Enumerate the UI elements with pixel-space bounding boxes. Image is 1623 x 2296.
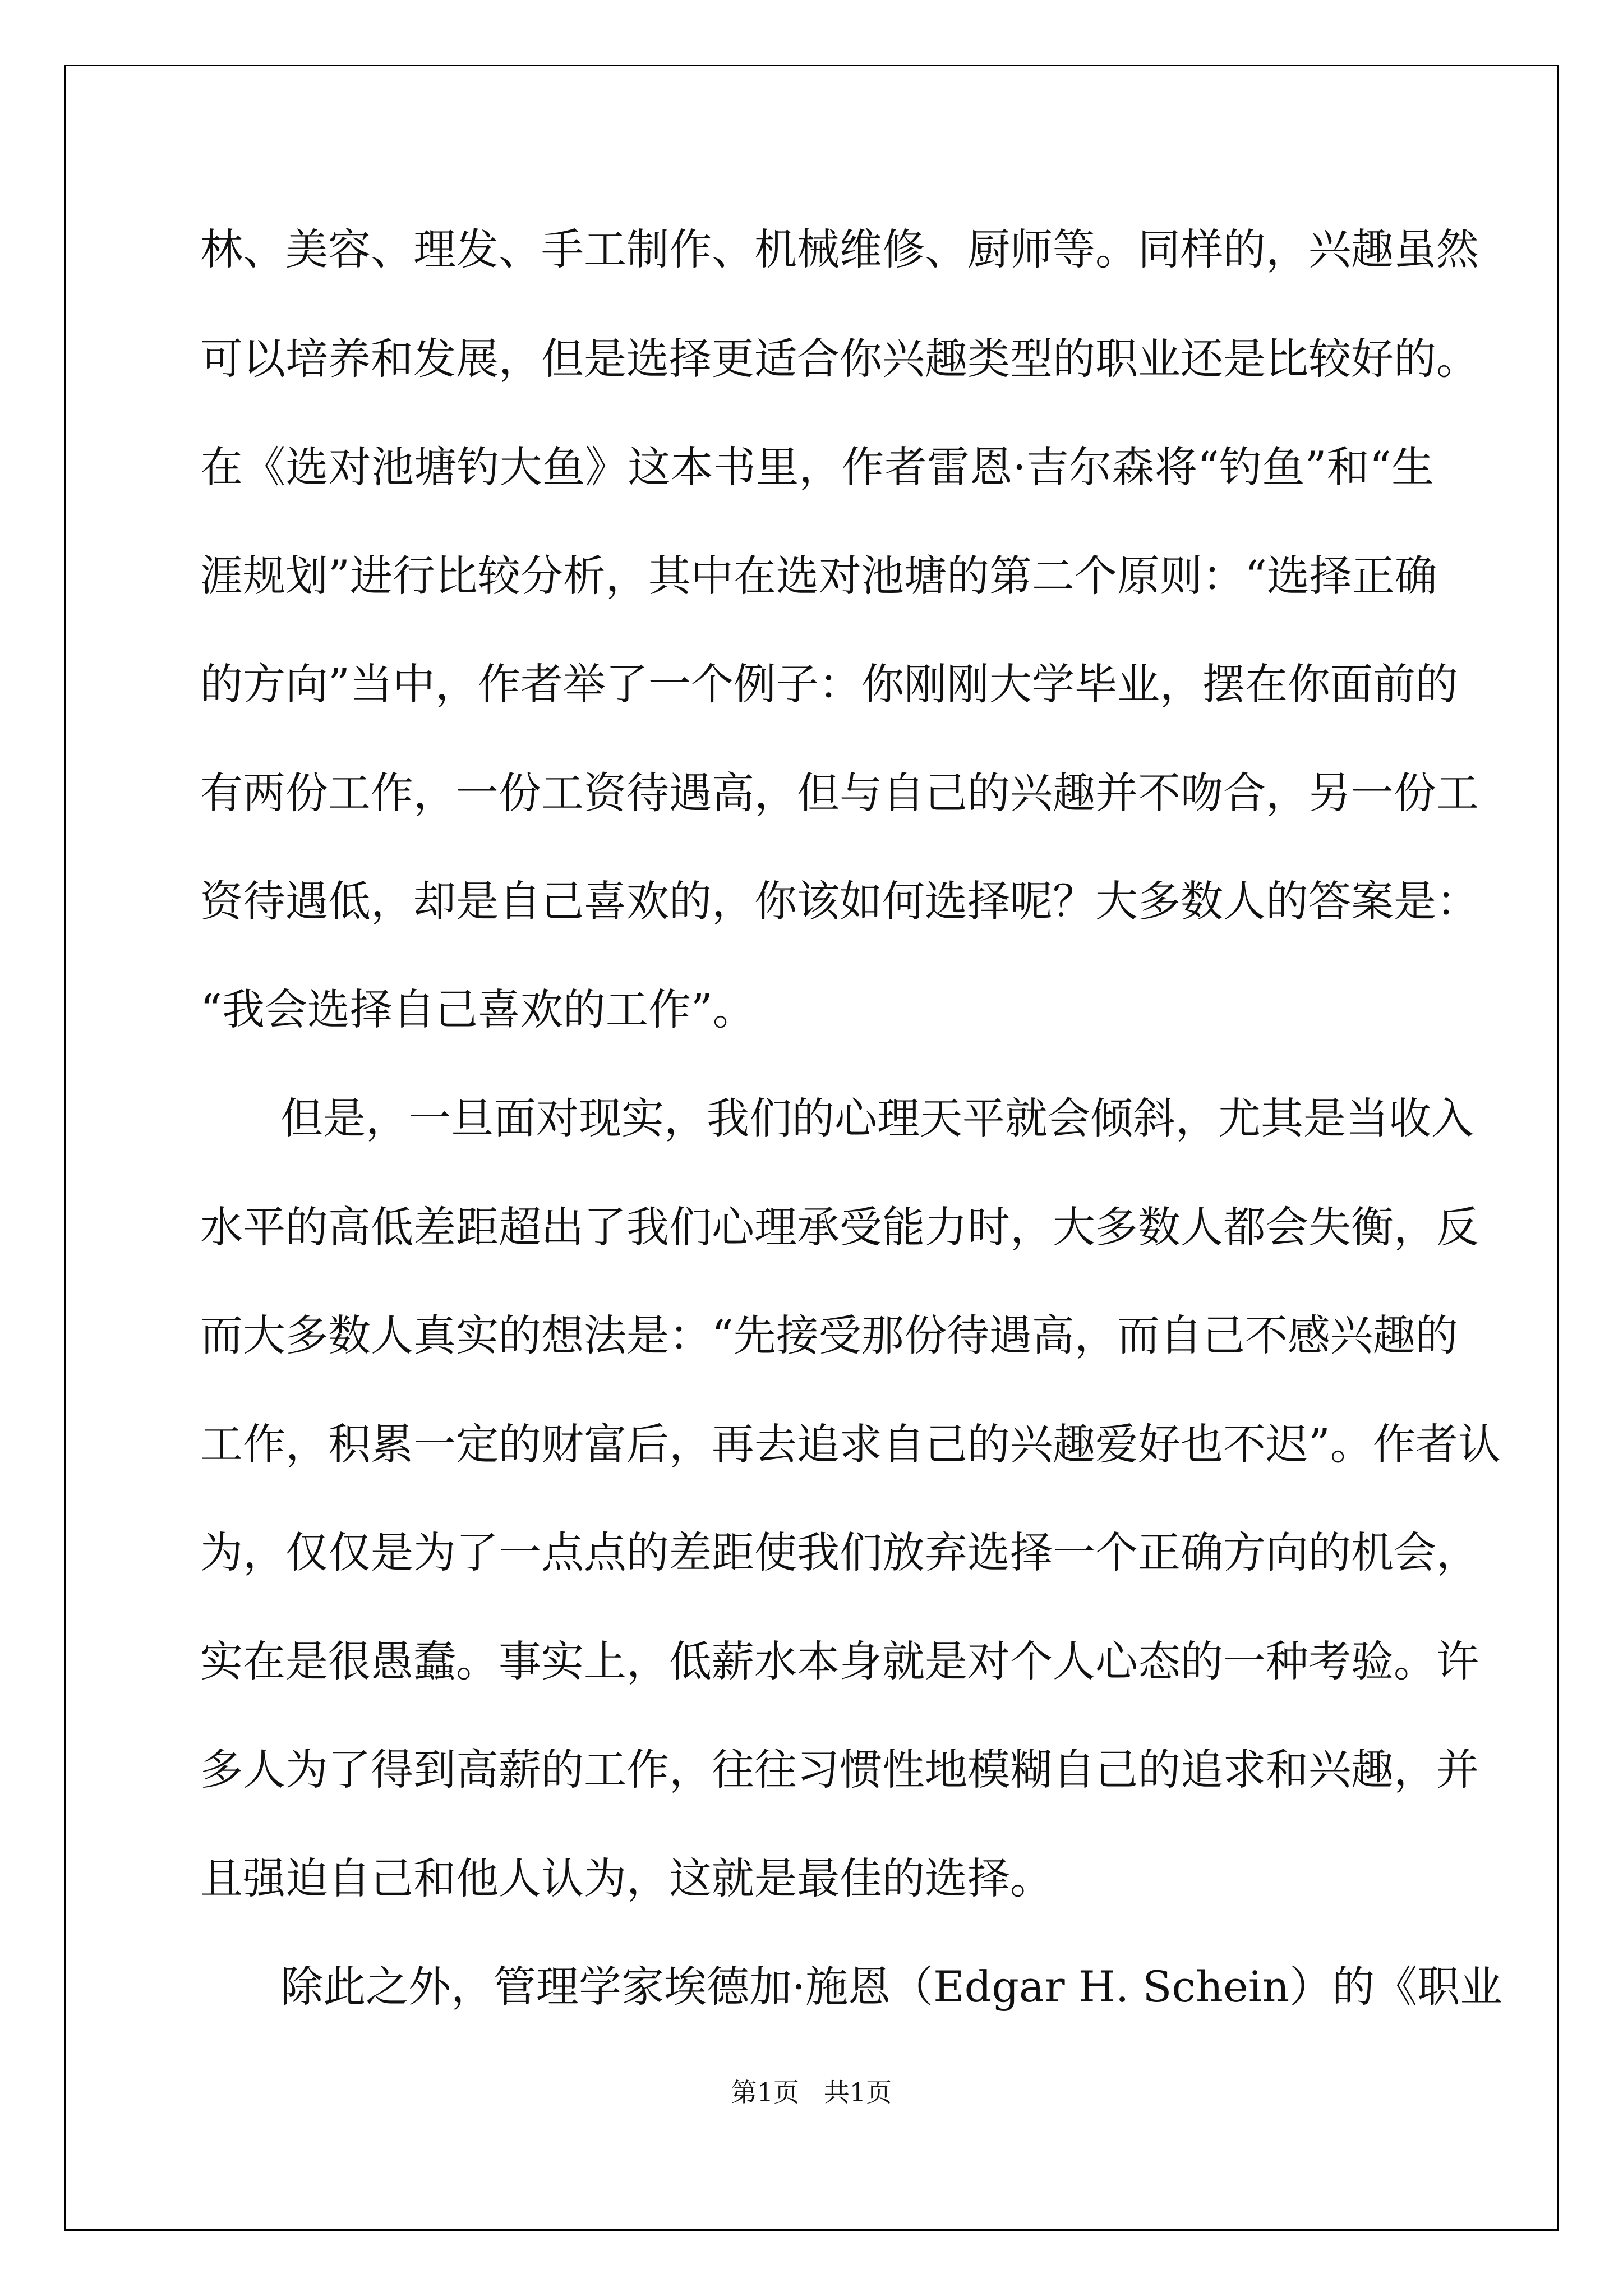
body-text-line: 可以培养和发展，但是选择更适合你兴趣类型的职业还是比较好的。: [200, 334, 1479, 384]
body-text-line: 有两份工作，一份工资待遇高，但与自己的兴趣并不吻合，另一份工: [200, 768, 1479, 818]
paragraph-first-line: 但是，一旦面对现实，我们的心理天平就会倾斜，尤其是当收入: [280, 1093, 1474, 1143]
body-text-line: 水平的高低差距超出了我们心理承受能力时，大多数人都会失衡，反: [200, 1202, 1479, 1252]
body-text-line: 且强迫自己和他人认为，这就是最佳的选择。: [200, 1853, 1053, 1903]
paragraph-first-line: 除此之外，管理学家埃德加·施恩（Edgar H. Schein）的《职业: [280, 1962, 1503, 2012]
body-text-line: 资待遇低，却是自己喜欢的，你该如何选择呢？大多数人的答案是：: [200, 876, 1479, 926]
body-text-line: 的方向”当中，作者举了一个例子：你刚刚大学毕业，摆在你面前的: [200, 659, 1458, 709]
body-text-line: 多人为了得到高薪的工作，往往习惯性地模糊自己的追求和兴趣，并: [200, 1745, 1479, 1795]
body-text-line: 在《选对池塘钓大鱼》这本书里，作者雷恩·吉尔森将“钓鱼”和“生: [200, 442, 1434, 492]
body-text-line: “我会选择自己喜欢的工作”。: [200, 984, 755, 1034]
body-text-line: 而大多数人真实的想法是：“先接受那份待遇高，而自己不感兴趣的: [200, 1310, 1458, 1360]
page-footer: 第1页 共1页: [731, 2077, 892, 2108]
body-text-line: 为，仅仅是为了一点点的差距使我们放弃选择一个正确方向的机会，: [200, 1527, 1479, 1577]
body-text-line: 工作，积累一定的财富后，再去追求自己的兴趣爱好也不迟”。作者认: [200, 1419, 1501, 1469]
body-text-line: 涯规划”进行比较分析，其中在选对池塘的第二个原则：“选择正确: [200, 551, 1437, 601]
body-text-line: 实在是很愚蠢。事实上，低薪水本身就是对个人心态的一种考验。许: [200, 1636, 1479, 1686]
body-text-line: 林、美容、理发、手工制作、机械维修、厨师等。同样的，兴趣虽然: [200, 224, 1479, 274]
